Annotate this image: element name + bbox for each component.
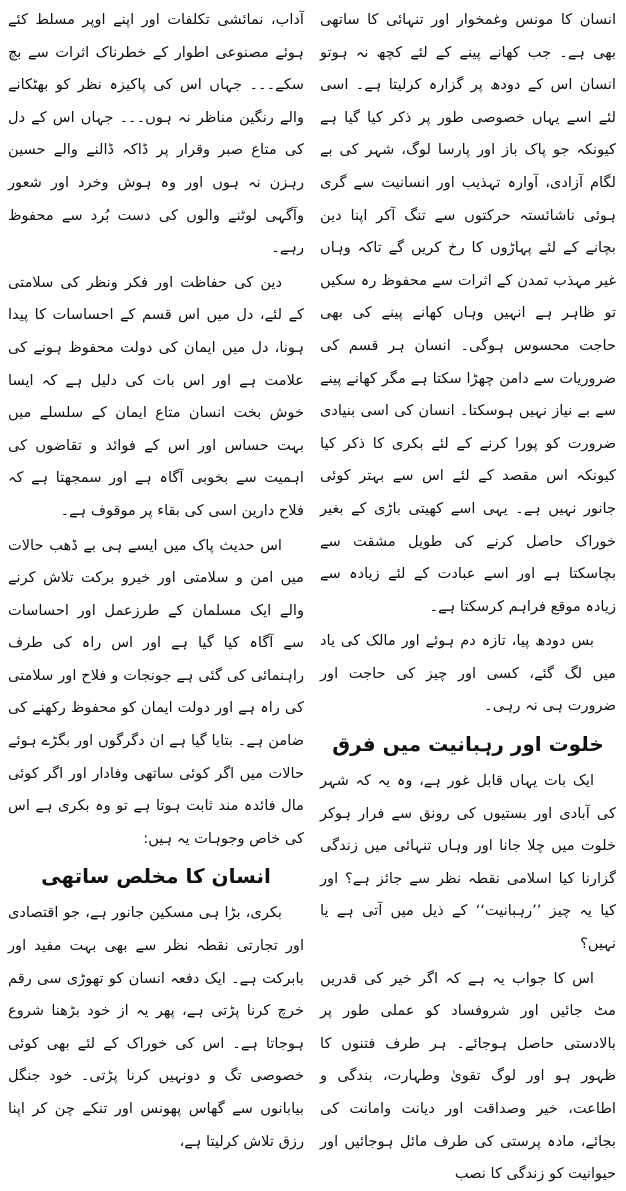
section-heading: خلوت اور رہبانیت میں فرق [332,732,604,757]
right-column [8,4,304,1150]
paragraph: انسان کا مونس وغمخوار اور تنہائی کا ساتھی بھی ہے۔ جب کھانے پینے کے لئے کچھ نہ ہوتو انسان اس کے دودھ پر گزارہ کرلیتا ہے۔ اسی لئے اسے یہاں خصوصی طور پر ذکر کیا گیا ہے کیونکہ جو پاک باز اور پارسا لوگ، شہر کی بے لگام آزادی، آوارہ تہذیب اور انسانیت سے گری ہوئی ناشائستہ حرکتوں سے تنگ آکر اپنا دین بچانے کے لئے پہاڑوں کا رخ کریں گے تاکہ وہاں غیر مہذب تمدن کے اثرات سے محفوظ رہ سکیں تو ظاہر ہے انہیں وہاں کھانے پینے کی بھی حاجت محسوس ہوگی۔ انسان ہر قسم کی ضروریات سے دامن چھڑا سکتا ہے مگر کھانے پینے سے بے نیاز نہیں ہوسکتا۔ انسان کی اسی بنیادی ضرورت کو پورا کرنے کے لئے بکری کا ذکر کیا کیونکہ اس مقصد کے لئے اس سے بہتر کوئی جانور نہیں ہے۔ یہی اسے کھیتی باڑی کے بغیر خوراک حاصل کرنے کی طویل مشقت سے بچاسکتا ہے اور اسے عبادت کے لئے زیادہ سے زیادہ موقع فراہم کرسکتا ہے۔ [320,11,616,615]
left-column [320,4,616,1183]
paragraph: آداب، نمائشی تکلفات اور اپنے اوپر مسلط کئے ہوئے مصنوعی اطوار کے خطرناک اثرات سے بچ سکے۔۔۔ جہاں اس کی پاکیزہ نظر کو بھٹکانے والے رنگین مناظر نہ ہوں۔۔۔ جہاں اس کے دل کی متاع صبر وقرار پر ڈاکہ ڈالنے والے حسین رہزن نہ ہوں اور وہ ہوش وخرد اور شعور وآگہی لوٹنے والوں کی دست بُرد سے محفوظ رہے۔ [8,11,304,257]
paragraph: بس دودھ پیا، تازہ دم ہوئے اور مالک کی یاد میں لگ گئے، کسی اور چیز کی حاجت اور ضرورت ہی نہ رہی۔ [320,632,616,715]
paragraph: اس حدیث پاک میں ایسے ہی بے ڈھب حالات میں امن و سلامتی اور خیرو برکت تلاش کرنے والے ایک مسلمان کے طرزعمل اور احساسات سے آگاہ کیا گیا ہے اور اس راہ کی طرف راہنمائی کی گئی ہے جونجات و فلاح اور سلامتی کی راہ ہے اور دولت ایمان کو محفوظ رکھنے کی ضامن ہے۔ بتایا گیا ہے ان دگرگوں اور بگڑے ہوئے حالات میں اگر کوئی ساتھی وفادار اور اگر کوئی مال فائدہ مند ثابت ہوتا ہے تو وہ بکری ہے اس کی خاص وجوہات یہ ہیں: [8,536,304,847]
section-heading: انسان کا مخلص ساتھی [41,864,271,889]
paragraph: اس کا جواب یہ ہے کہ اگر خیر کی قدریں مٹ جائیں اور شروفساد کو عملی طور پر بالادستی حاصل ہوجائے۔ ہر طرف فتنوں کا ظہور ہو اور لوگ تقویٰ وطہارت، بندگی و اطاعت، خیر وصداقت اور دیانت وامانت کی بجائے، مادہ پرستی کی طرف مائل ہوجائیں اور حیوانیت کو زندگی کا نصب [320,969,616,1183]
paragraph: بکری، بڑا ہی مسکین جانور ہے، جو اقتصادی اور تجارتی نقطہ نظر سے بھی بہت مفید اور بابرکت ہے۔ ایک دفعہ انسان کو تھوڑی سی رقم خرچ کرنا پڑتی ہے، پھر یہ از خود بڑھنا شروع ہوجاتا ہے۔ اس کی خوراک کے لئے بھی کوئی خصوصی تگ و دونہیں کرنا پڑتی۔ خود جنگل بیابانوں سے گھاس پھونس اور تنکے چن کر اپنا رزق تلاش کرلیتا ہے، [8,904,304,1150]
paragraph: دین کی حفاظت اور فکر ونظر کی سلامتی کے لئے، دل میں اس قسم کے احساسات کا پیدا ہونا، دل میں ایمان کی دولت محفوظ ہونے کی علامت ہے اور اس بات کی دلیل ہے کہ ایسا خوش بخت انسان متاع ایمان کے سلسلے میں بہت حساس اور اس کے فوائد و تقاضوں کی اہمیت سے بخوبی آگاہ ہے اور سمجھتا ہے کہ فلاح دارین اسی کی بقاء پر موقوف ہے۔ [8,273,304,519]
paragraph: ایک بات یہاں قابل غور ہے، وہ یہ کہ شہر کی آبادی اور بستیوں کی رونق سے فرار ہوکر خلوت میں چلا جانا اور وہاں تنہائی میں زندگی گزارنا کیا اسلامی نقطہ نظر سے جائز ہے؟ اور کیا یہ چیز ’’رہبانیت‘‘ کے ذیل میں آتی ہے یا نہیں؟ [320,772,616,953]
